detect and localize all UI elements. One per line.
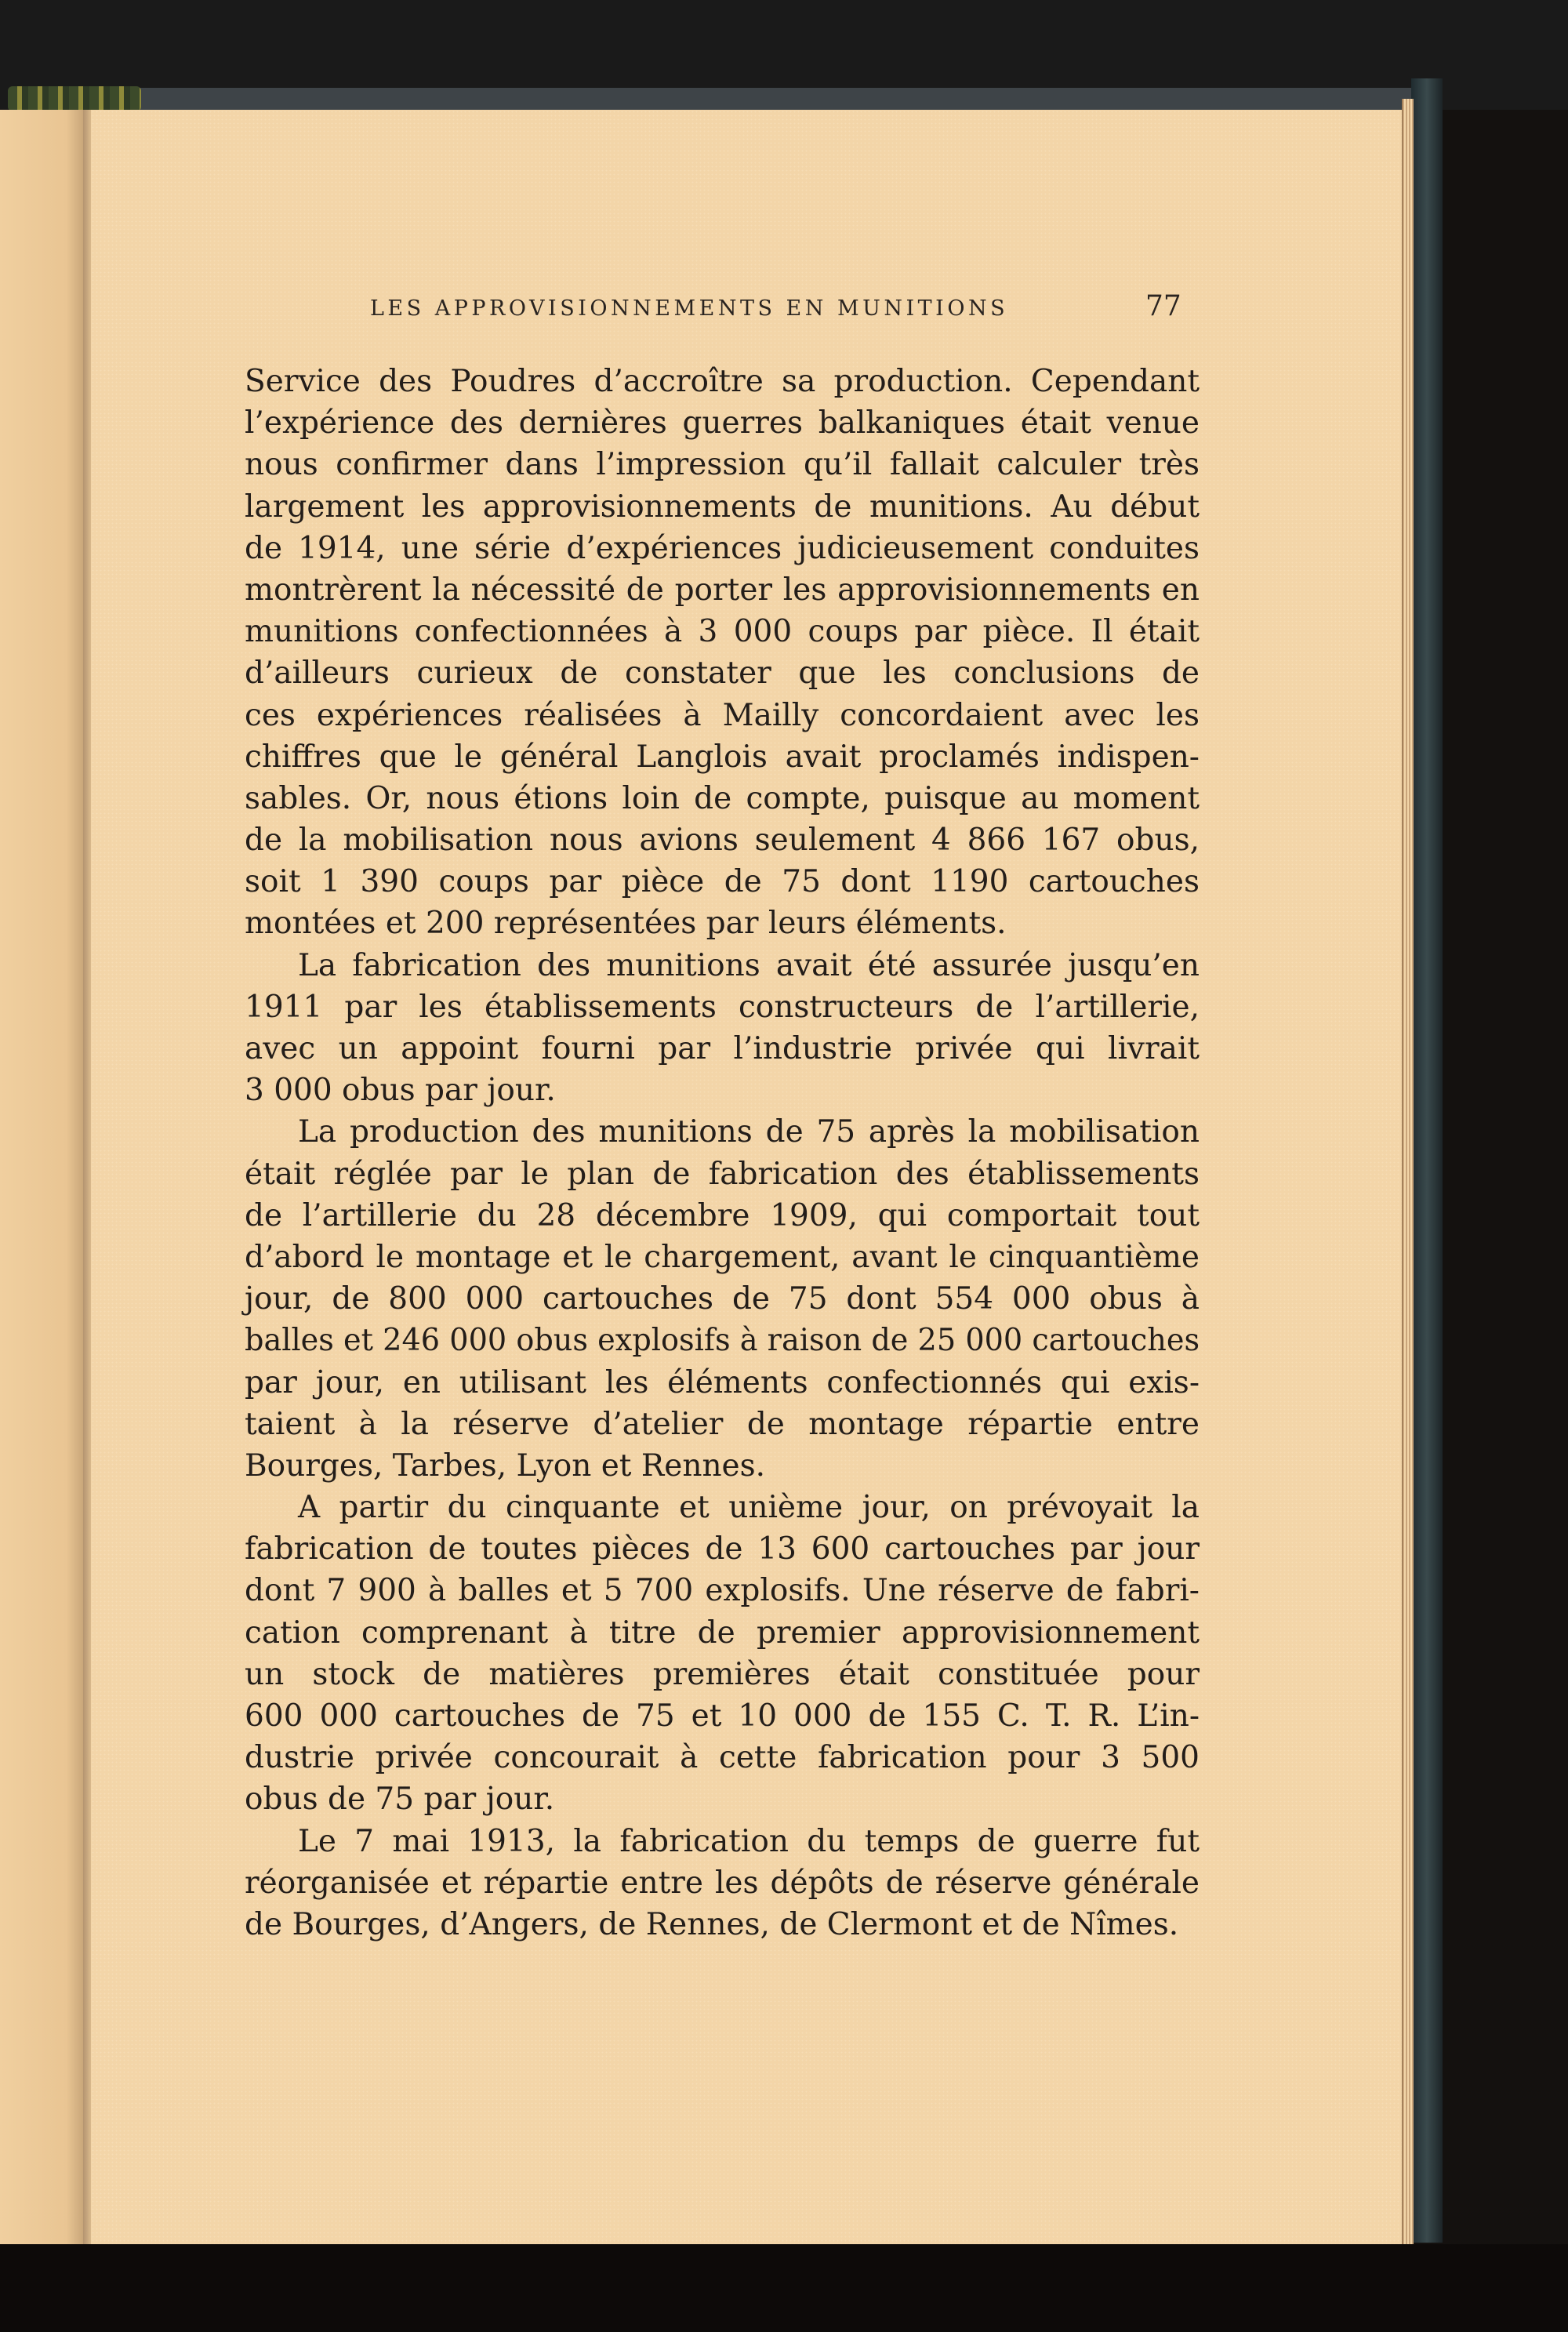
text-line: avec un appoint fourni par l’industrie privée qui livrait xyxy=(245,1031,1200,1066)
text-line: ces expériences réalisées à Mailly concordaient avec les xyxy=(245,697,1200,733)
text-line: Bourges, Tarbes, Lyon et Rennes. xyxy=(245,1448,766,1484)
text-line: 1911 par les établissements constructeurs de l’artillerie, xyxy=(245,989,1200,1025)
paragraph xyxy=(245,1487,1200,1821)
book-cover-right xyxy=(1411,78,1443,2243)
text-line: chiffres que le général Langlois avait proclamés indispen- xyxy=(245,739,1200,775)
text-line: 600 000 cartouches de 75 et 10 000 de 155 C. T. R. L’in- xyxy=(245,1698,1200,1734)
text-line: l’expérience des dernières guerres balkaniques était venue xyxy=(245,405,1200,441)
text-line: munitions confectionnées à 3 000 coups par pièce. Il était xyxy=(245,614,1200,650)
text-line: jour, de 800 000 cartouches de 75 dont 554 000 obus à xyxy=(245,1281,1200,1317)
text-line: A partir du cinquante et unième jour, on prévoyait la xyxy=(298,1490,1200,1526)
text-line: un stock de matières premières était constituée pour xyxy=(245,1656,1200,1692)
text-line: de la mobilisation nous avions seulement 4 866 167 obus, xyxy=(245,823,1200,859)
text-line-content: balles et 246 000 obus explosifs à raison de 25 000 cartouches xyxy=(245,1323,1200,1359)
text-line: nous confirmer dans l’impression qu’il fallait calculer très xyxy=(245,447,1200,483)
text-line: taient à la réserve d’atelier de montage répartie entre xyxy=(245,1406,1200,1442)
paragraph xyxy=(245,1111,1200,1487)
text-line xyxy=(245,1320,1200,1361)
paragraph xyxy=(245,945,1200,1112)
text-line: cation comprenant à titre de premier approvisionnement xyxy=(245,1615,1200,1651)
book-cover-bottom xyxy=(0,2244,1568,2332)
text-line: de 1914, une série d’expériences judicieusement conduites xyxy=(245,530,1200,566)
page-number: 77 xyxy=(1145,290,1181,322)
text-line: Le 7 mai 1913, la fabrication du temps de guerre fut xyxy=(298,1823,1200,1859)
book-spine-edge xyxy=(133,88,1419,110)
text-line: 3 000 obus par jour. xyxy=(245,1073,556,1109)
text-line: obus de 75 par jour. xyxy=(245,1782,555,1818)
text-line: était réglée par le plan de fabrication des établissements xyxy=(245,1156,1200,1192)
text-line: largement les approvisionnements de munitions. Au début xyxy=(245,489,1200,525)
text-line: de l’artillerie du 28 décembre 1909, qui comportait tout xyxy=(245,1197,1200,1233)
text-line: par jour, en utilisant les éléments confectionnés qui exis- xyxy=(245,1364,1200,1400)
text-line: soit 1 390 coups par pièce de 75 dont 1190 cartouches xyxy=(245,864,1200,900)
text-line: montées et 200 représentées par leurs éléments. xyxy=(245,906,1007,942)
text-line: de Bourges, d’Angers, de Rennes, de Clermont et de Nîmes. xyxy=(245,1906,1179,1942)
text-line: d’ailleurs curieux de constater que les conclusions de xyxy=(245,656,1200,692)
text-line: Service des Poudres d’accroître sa production. Cependant xyxy=(245,364,1200,399)
text-line: montrèrent la nécessité de porter les approvisionnements en xyxy=(245,572,1200,608)
text-line: sables. Or, nous étions loin de compte, puisque au moment xyxy=(245,780,1200,816)
text-line: La production des munitions de 75 après la mobilisation xyxy=(298,1114,1200,1150)
paragraph xyxy=(245,361,1200,945)
text-line: réorganisée et répartie entre les dépôts de réserve générale xyxy=(245,1865,1200,1901)
text-line: d’abord le montage et le chargement, avant le cinquantième xyxy=(245,1239,1200,1275)
text-line: fabrication de toutes pièces de 13 600 cartouches par jour xyxy=(245,1531,1200,1567)
body-text xyxy=(245,361,1200,1945)
paragraph xyxy=(245,1821,1200,1946)
running-title: LES APPROVISIONNEMENTS EN MUNITIONS xyxy=(370,296,1009,321)
text-line: La fabrication des munitions avait été assurée jusqu’en xyxy=(298,947,1200,983)
page-edges xyxy=(1402,99,1414,2244)
left-page-margin xyxy=(0,110,83,2244)
book-headband xyxy=(8,86,141,111)
text-line: dont 7 900 à balles et 5 700 explosifs. Une réserve de fabri- xyxy=(245,1573,1200,1609)
book-gutter xyxy=(83,110,91,2244)
text-line: dustrie privée concourait à cette fabrication pour 3 500 xyxy=(245,1740,1200,1776)
